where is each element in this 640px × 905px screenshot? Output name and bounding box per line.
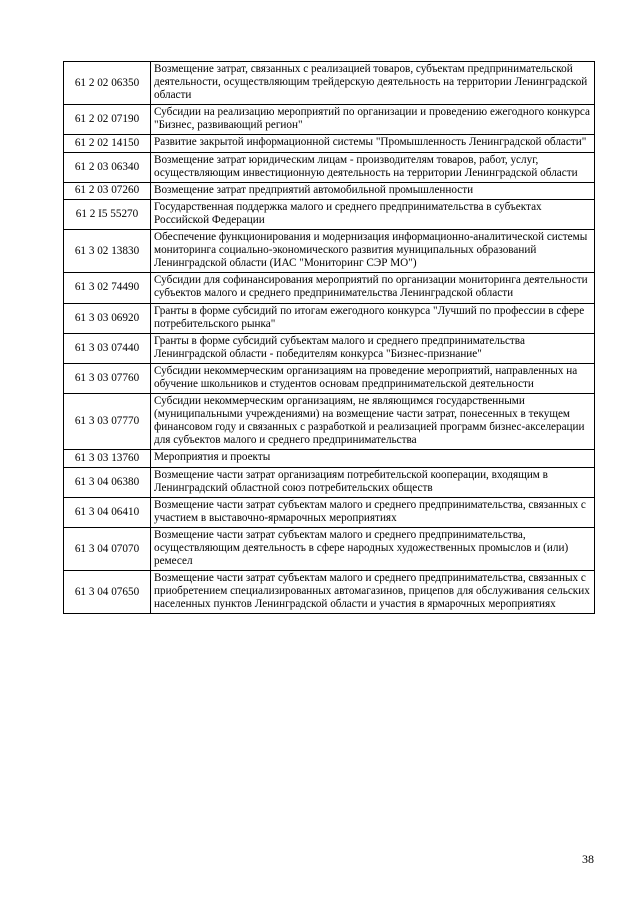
row-description: Субсидии некоммерческим организациям, не являющимся государственными (муниципальными учреждениями) на возмещение части затрат, понесенных в текущем финансовом году и связанных с разработкой и реализацией программ бизнес-акселерации для субъектов малого и среднего предпринимательства bbox=[151, 394, 595, 450]
table-row bbox=[64, 135, 595, 152]
table-row bbox=[64, 363, 595, 393]
row-description: Возмещение части затрат организациям потребительской кооперации, входящим в Ленинградский областной союз потребительских обществ bbox=[151, 467, 595, 497]
table-row bbox=[64, 273, 595, 303]
budget-codes-table bbox=[63, 61, 595, 614]
table-row bbox=[64, 527, 595, 570]
row-code: 61 3 04 07650 bbox=[64, 571, 151, 614]
row-code: 61 3 02 13830 bbox=[64, 230, 151, 273]
row-description: Субсидии некоммерческим организациям на проведение мероприятий, направленных на обучение школьников и студентов основам предпринимательской деятельности bbox=[151, 363, 595, 393]
row-description: Обеспечение функционирования и модернизация информационно-аналитической системы мониторинга социально-экономического развития муниципальных образований Ленинградской области (ИАС "Мониторинг СЭР МО") bbox=[151, 230, 595, 273]
row-code: 61 2 03 07260 bbox=[64, 182, 151, 199]
row-description: Гранты в форме субсидий по итогам ежегодного конкурса "Лучший по профессии в сфере потребительского рынка" bbox=[151, 303, 595, 333]
table-row bbox=[64, 182, 595, 199]
row-description: Возмещение части затрат субъектам малого и среднего предпринимательства, осуществляющим деятельность в сфере народных художественных промыслов и (или) ремесел bbox=[151, 527, 595, 570]
row-code: 61 2 02 14150 bbox=[64, 135, 151, 152]
table-row bbox=[64, 199, 595, 229]
table-row bbox=[64, 394, 595, 450]
row-code: 61 3 03 07760 bbox=[64, 363, 151, 393]
table-row bbox=[64, 62, 595, 105]
table-row bbox=[64, 152, 595, 182]
row-code: 61 3 04 07070 bbox=[64, 527, 151, 570]
row-description: Возмещение затрат предприятий автомобильной промышленности bbox=[151, 182, 595, 199]
row-description: Субсидии для софинансирования мероприятий по организации мониторинга деятельности субъектов малого и среднего предпринимательства Ленинградской области bbox=[151, 273, 595, 303]
table-row bbox=[64, 105, 595, 135]
row-code: 61 3 03 06920 bbox=[64, 303, 151, 333]
row-description: Государственная поддержка малого и среднего предпринимательства в субъектах Российской Федерации bbox=[151, 199, 595, 229]
row-description: Субсидии на реализацию мероприятий по организации и проведению ежегодного конкурса "Бизнес, развивающий регион" bbox=[151, 105, 595, 135]
row-code: 61 3 04 06380 bbox=[64, 467, 151, 497]
table-row bbox=[64, 333, 595, 363]
table-row bbox=[64, 497, 595, 527]
table-row bbox=[64, 303, 595, 333]
row-description: Развитие закрытой информационной системы "Промышленность Ленинградской области" bbox=[151, 135, 595, 152]
row-description: Гранты в форме субсидий субъектам малого и среднего предпринимательства Ленинградской области - победителям конкурса "Бизнес-признание" bbox=[151, 333, 595, 363]
table-row bbox=[64, 230, 595, 273]
row-code: 61 3 03 13760 bbox=[64, 450, 151, 467]
row-description: Возмещение затрат, связанных с реализацией товаров, субъектам предпринимательской деятельности, осуществляющим трейдерскую деятельность на территории Ленинградской области bbox=[151, 62, 595, 105]
row-code: 61 2 02 07190 bbox=[64, 105, 151, 135]
row-description: Возмещение части затрат субъектам малого и среднего предпринимательства, связанных с приобретением специализированных автомагазинов, прицепов для обслуживания сельских населенных пунктов Ленинградской области и участия в ярмарочных мероприятиях bbox=[151, 571, 595, 614]
table-row bbox=[64, 467, 595, 497]
row-code: 61 3 03 07770 bbox=[64, 394, 151, 450]
row-code: 61 2 03 06340 bbox=[64, 152, 151, 182]
page-number: 38 bbox=[582, 852, 594, 866]
row-code: 61 2 I5 55270 bbox=[64, 199, 151, 229]
row-code: 61 2 02 06350 bbox=[64, 62, 151, 105]
row-code: 61 3 03 07440 bbox=[64, 333, 151, 363]
row-code: 61 3 04 06410 bbox=[64, 497, 151, 527]
table-body bbox=[64, 62, 595, 614]
row-description: Мероприятия и проекты bbox=[151, 450, 595, 467]
row-code: 61 3 02 74490 bbox=[64, 273, 151, 303]
row-description: Возмещение части затрат субъектам малого и среднего предпринимательства, связанных с участием в выставочно-ярмарочных мероприятиях bbox=[151, 497, 595, 527]
table-row bbox=[64, 450, 595, 467]
row-description: Возмещение затрат юридическим лицам - производителям товаров, работ, услуг, осуществляющим инвестиционную деятельность на территории Ленинградской области bbox=[151, 152, 595, 182]
table-row bbox=[64, 571, 595, 614]
